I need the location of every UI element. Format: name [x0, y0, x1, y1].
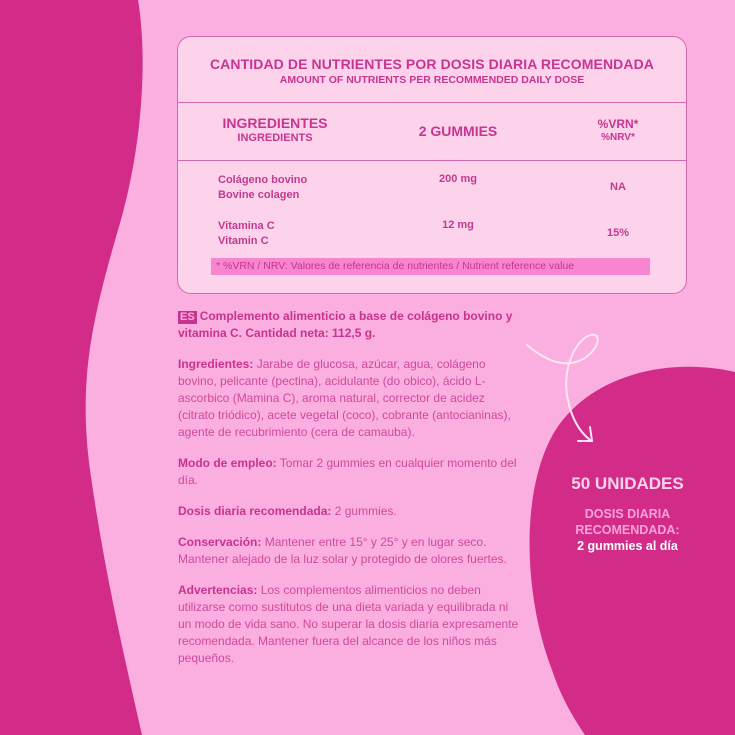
- section-daily-dose: Dosis diaria recomendada: 2 gummies.: [178, 504, 397, 518]
- section-ingredients: Ingredientes: Jarabe de glucosa, azúcar, agua, colágeno bovino, pelicante (pectina), acidulante (do obico), ácido L-ascorbico (Mamina C), aroma natural, corrector de acidez (citrato triódico), acete vegetal (coco), cobrante (antocianinas), agente de recubrimiento (cera de camauba).: [178, 357, 511, 439]
- ingredient-name: Colágeno bovino Bovine colagen: [218, 174, 308, 201]
- ingredient-dose: 12 mg: [442, 219, 474, 231]
- units-info: [540, 474, 715, 554]
- daily-dose-value: 2 gummies al día: [577, 539, 678, 553]
- product-description: [178, 308, 523, 681]
- language-badge: ES: [180, 311, 195, 323]
- column-ingredients: INGREDIENTES INGREDIENTS: [222, 115, 328, 144]
- section-storage: Conservación: Mantener entre 15° y 25° y en lugar seco. Mantener alejado de la luz solar y protegido de olores fuertes.: [178, 535, 507, 566]
- table-row: [178, 161, 686, 207]
- table-footnote: * %VRN / NRV: Valores de referencia de nutrientes / Nutrient reference value: [211, 258, 650, 275]
- section-usage: Modo de empleo: Tomar 2 gummies en cualquier momento del día.: [178, 456, 517, 487]
- ingredient-vrn: 15%: [606, 227, 630, 239]
- column-vrn: %VRN* %NRV*: [597, 117, 639, 143]
- table-column-headers: [178, 103, 686, 161]
- section-warnings: Advertencias: Los complementos alimenticios no deben utilizarse como sustitutos de una dieta variada y equilibrada ni un modo de vida sano. No superar la dosis diaria expresamente recomendada. Mantener fuera del alcance de los niños más pequeños.: [178, 583, 519, 665]
- table-subtitle: AMOUNT OF NUTRIENTS PER RECOMMENDED DAILY DOSE: [279, 74, 585, 86]
- ingredient-dose: 200 mg: [439, 173, 477, 185]
- daily-dose-label: DOSIS DIARIA RECOMENDADA:: [575, 507, 680, 537]
- table-header: [178, 37, 686, 103]
- product-intro: ES Complemento alimenticio a base de colágeno bovino y vitamina C. Cantidad neta: 112,5 g.: [178, 309, 513, 340]
- table-row: [178, 207, 686, 253]
- units-count: 50 UNIDADES: [571, 474, 684, 493]
- left-magenta-wave: [0, 0, 143, 735]
- column-dose: 2 GUMMIES: [418, 123, 498, 139]
- nutrition-table: [177, 36, 687, 294]
- table-title: CANTIDAD DE NUTRIENTES POR DOSIS DIARIA RECOMENDADA: [209, 56, 655, 72]
- ingredient-name: Vitamina C Vitamin C: [218, 220, 275, 247]
- ingredient-vrn: NA: [610, 181, 626, 193]
